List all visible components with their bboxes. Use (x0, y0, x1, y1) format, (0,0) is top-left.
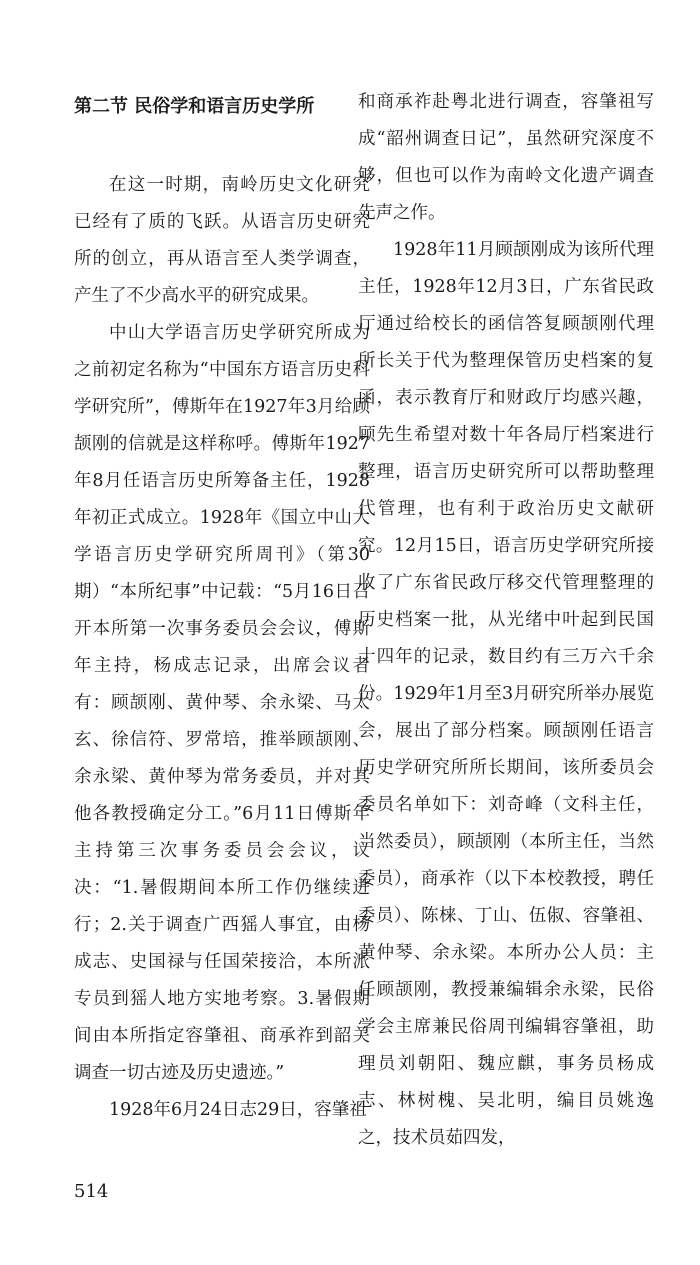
page-number: 514 (74, 1181, 109, 1202)
right-column (358, 84, 654, 1157)
paragraph-gu-jiegang-tenure: 1928年11月顾颉刚成为该所代理主任，1928年12月3日，广东省民政厅通过给校长的函信答复顾颉刚代理所长关于代为整理保管历史档案的复函，表示教育厅和财政厅均感兴趣，顾先生希望对数十年各局厅档案进行整理，语言历史研究所可以帮助整理代管理，也有利于政治历史文献研究。12月15日，语言历史学研究所接收了广东省民政厅移交代管理整理的历史档案一批，从光绪中叶起到民国十四年的记录，数目约有三万六千余份。1929年1月至3月研究所举办展览会，展出了部分档案。顾颉刚任语言历史学研究所所长期间，该所委员会委员名单如下：刘奇峰（文科主任，当然委员），顾颉刚（本所主任，当然委员），商承祚（以下本校教授，聘任委员）、陈梾、丁山、伍俶、容肇祖、黄仲琴、余永梁。本所办公人员：主任顾颉刚，教授兼编辑余永梁，民俗学会主席兼民俗周刊编辑容肇祖，助理员刘朝阳、魏应麒，事务员杨成志、林树槐、吴北明，编目员姚逸之，技术员茹四发， (358, 240, 654, 1148)
paragraph-continuation: 和商承祚赴粤北进行调查，容肇祖写成“韶州调查日记”，虽然研究深度不够，但也可以作为南岭文化遗产调查先声之作。 (358, 92, 654, 223)
left-column (74, 84, 370, 1129)
section-heading: 第二节 民俗学和语言历史学所 (74, 96, 315, 117)
paragraph-institute-history: 中山大学语言历史学研究所成为之前初定名称为“中国东方语言历史科学研究所”，傅斯年在1927年3月给顾颉刚的信就是这样称呼。傅斯年1927年8月任语言历史所筹备主任，1928年初正式成立。1928年《国立中山大学语言历史学研究所周刊》（第30期）“本所纪事”中记载：“5月16日召开本所第一次事务委员会会议，傅斯年主持，杨成志记录，出席会议者有：顾颉刚、黄仲琴、余永梁、马太玄、徐信符、罗常培，推举顾颉刚、余永梁、黄仲琴为常务委员，并对其他各教授确定分工。”6月11日傅斯年主持第三次事务委员会会议，议决：“1.暑假期间本所工作仍继续进行；2.关于调查广西猺人事宜，由杨成志、史国禄与任国荣接洽，本所派专员到猺人地方实地考察。3.暑假期间由本所指定容肇祖、商承祚到韶关调查一切古迹及历史遗迹。” (74, 323, 370, 1083)
paragraph-june-1928: 1928年6月24日志29日，容肇祖 (109, 1100, 367, 1120)
paragraph-intro: 在这一时期，南岭历史文化研究已经有了质的飞跃。从语言历史研究所的创立，再从语言至人类学调查，产生了不少高水平的研究成果。 (74, 175, 370, 306)
